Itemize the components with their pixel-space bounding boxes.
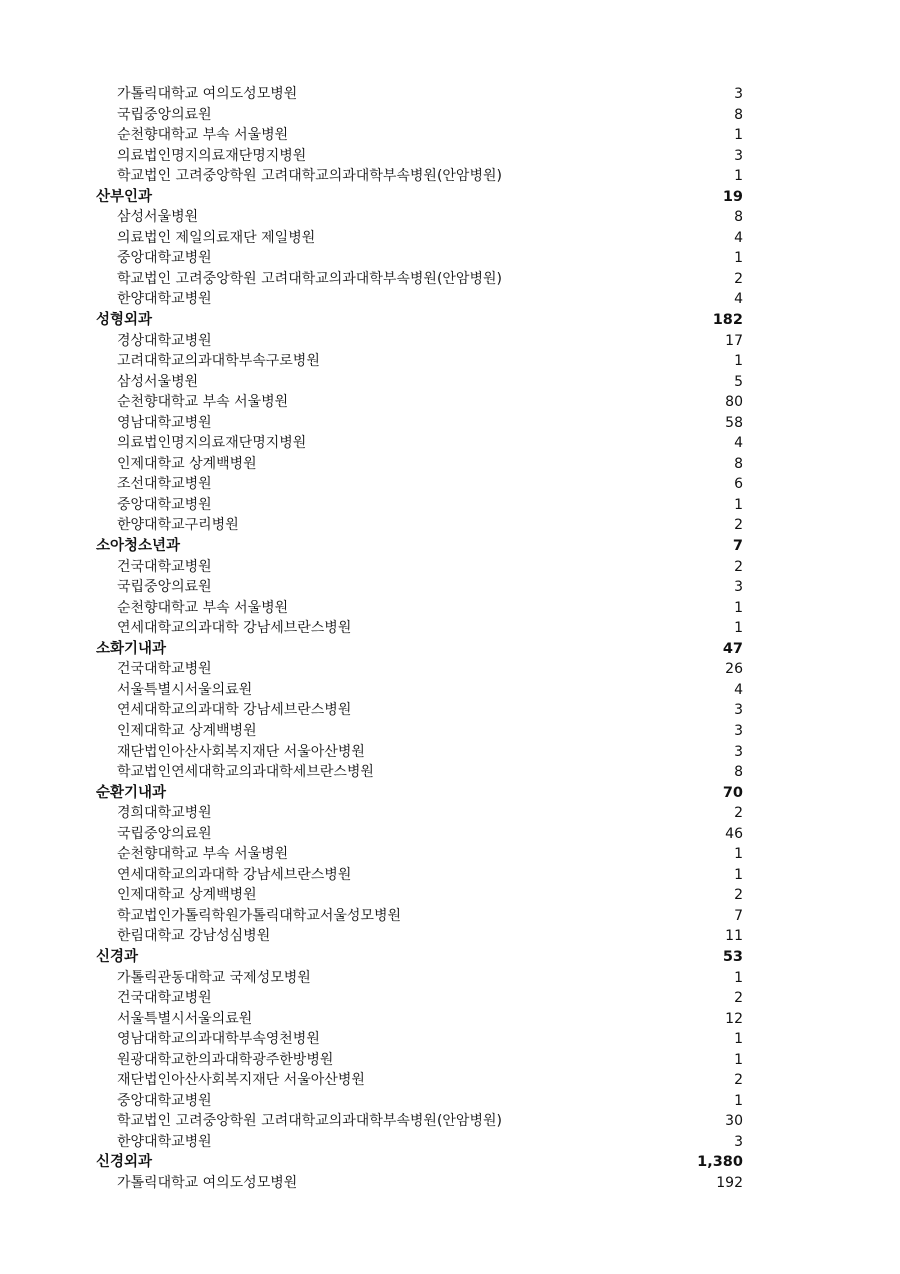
- hospital-name: 가톨릭대학교 여의도성모병원: [117, 86, 298, 102]
- hospital-count: 12: [725, 1010, 743, 1027]
- hospital-row: [96, 248, 743, 269]
- hospital-count: 3: [734, 86, 743, 102]
- hospital-row: [96, 577, 743, 598]
- hospital-name: 인제대학교 상계백병원: [117, 455, 257, 472]
- hospital-name: 중앙대학교병원: [117, 1092, 212, 1109]
- hospital-row: [96, 125, 743, 146]
- hospital-row: [96, 1050, 743, 1071]
- hospital-name: 재단법인아산사회복지재단 서울아산병원: [117, 1072, 365, 1089]
- hospital-name: 영남대학교의과대학부속영천병원: [117, 1031, 320, 1048]
- hospital-count: 5: [734, 373, 743, 390]
- hospital-count: 8: [734, 764, 743, 781]
- hospital-row: [96, 659, 743, 680]
- hospital-name: 중앙대학교병원: [117, 250, 212, 267]
- hospital-name: 연세대학교의과대학 강남세브란스병원: [117, 620, 352, 637]
- hospital-row: [96, 372, 743, 393]
- hospital-name: 학교법인가톨릭학원가톨릭대학교서울성모병원: [117, 907, 402, 924]
- hospital-name: 학교법인 고려중앙학원 고려대학교의과대학부속병원(안암병원): [117, 270, 502, 287]
- hospital-name: 학교법인연세대학교의과대학세브란스병원: [117, 764, 374, 781]
- hospital-row: [96, 700, 743, 721]
- hospital-row: [96, 474, 743, 495]
- hospital-name: 한림대학교 강남성심병원: [117, 928, 271, 945]
- hospital-name: 경희대학교병원: [117, 805, 212, 822]
- hospital-count: 1: [734, 353, 743, 370]
- department-row: [96, 310, 743, 331]
- hospital-name: 한양대학교병원: [117, 1133, 212, 1150]
- department-row: [96, 639, 743, 660]
- hospital-row: [96, 351, 743, 372]
- hospital-name: 순천향대학교 부속 서울병원: [117, 394, 289, 411]
- hospital-row: [96, 515, 743, 536]
- hospital-name: 연세대학교의과대학 강남세브란스병원: [117, 866, 352, 883]
- hospital-row: [96, 1070, 743, 1091]
- hospital-count: 1: [734, 496, 743, 513]
- hospital-name: 한양대학교구리병원: [117, 517, 239, 534]
- hospital-row: [96, 1173, 743, 1194]
- hospital-row: [96, 618, 743, 639]
- hospital-name: 순천향대학교 부속 서울병원: [117, 846, 289, 863]
- department-name: 신경과: [96, 948, 139, 965]
- hospital-count: 4: [734, 681, 743, 698]
- hospital-name: 재단법인아산사회복지재단 서울아산병원: [117, 743, 365, 760]
- hospital-row: [96, 207, 743, 228]
- hospital-count: 2: [734, 990, 743, 1007]
- hospital-name: 중앙대학교병원: [117, 496, 212, 513]
- department-row: [96, 536, 743, 557]
- hospital-count: 1: [734, 1051, 743, 1068]
- hospital-name: 서울특별시서울의료원: [117, 1010, 253, 1027]
- hospital-row: [96, 906, 743, 927]
- department-row: [96, 1152, 743, 1173]
- hospital-name: 가톨릭관동대학교 국제성모병원: [117, 969, 311, 986]
- hospital-name: 연세대학교의과대학 강남세브란스병원: [117, 702, 352, 719]
- hospital-row: [96, 84, 743, 105]
- hospital-row: [96, 146, 743, 167]
- hospital-name: 건국대학교병원: [117, 990, 212, 1007]
- hospital-row: [96, 1029, 743, 1050]
- hospital-count: 46: [725, 825, 743, 842]
- hospital-count: 1: [734, 846, 743, 863]
- hospital-row: [96, 166, 743, 187]
- hospital-row: [96, 413, 743, 434]
- hospital-name: 한양대학교병원: [117, 291, 212, 308]
- hospital-count: 17: [725, 332, 743, 349]
- hospital-row: [96, 968, 743, 989]
- department-row: [96, 783, 743, 804]
- hospital-row: [96, 1132, 743, 1153]
- hospital-name: 조선대학교병원: [117, 476, 212, 493]
- department-name: 소화기내과: [96, 640, 167, 657]
- hospital-name: 건국대학교병원: [117, 661, 212, 678]
- hospital-name: 순천향대학교 부속 서울병원: [117, 599, 289, 616]
- hospital-count: 1: [734, 866, 743, 883]
- hospital-count: 8: [734, 209, 743, 226]
- hospital-count: 11: [725, 928, 743, 945]
- hospital-row: [96, 1111, 743, 1132]
- department-total: 7: [732, 538, 743, 555]
- hospital-name: 순천향대학교 부속 서울병원: [117, 127, 289, 144]
- hospital-name: 영남대학교병원: [117, 414, 212, 431]
- hospital-name: 인제대학교 상계백병원: [117, 722, 257, 739]
- hospital-name: 삼성서울병원: [117, 209, 199, 226]
- hospital-count: 3: [734, 579, 743, 596]
- hospital-count: 1: [734, 599, 743, 616]
- hospital-count: 8: [734, 455, 743, 472]
- table-body: [96, 84, 743, 1194]
- hospital-count: 192: [716, 1174, 743, 1191]
- department-total: 53: [722, 948, 743, 965]
- hospital-count-table: [96, 84, 743, 1194]
- hospital-row: [96, 824, 743, 845]
- department-row: [96, 947, 743, 968]
- hospital-count: 2: [734, 805, 743, 822]
- department-total: 19: [722, 188, 743, 205]
- hospital-name: 경상대학교병원: [117, 332, 212, 349]
- hospital-count: 1: [734, 969, 743, 986]
- hospital-row: [96, 289, 743, 310]
- hospital-count: 1: [734, 168, 743, 185]
- department-total: 1,380: [697, 1154, 743, 1171]
- hospital-row: [96, 1009, 743, 1030]
- hospital-row: [96, 988, 743, 1009]
- hospital-count: 6: [734, 476, 743, 493]
- hospital-name: 고려대학교의과대학부속구로병원: [117, 353, 320, 370]
- hospital-count: 2: [734, 1072, 743, 1089]
- hospital-count: 3: [734, 743, 743, 760]
- hospital-count: 1: [734, 127, 743, 144]
- hospital-name: 국립중앙의료원: [117, 579, 212, 596]
- department-name: 소아청소년과: [96, 538, 181, 555]
- department-name: 산부인과: [96, 188, 153, 205]
- department-total: 182: [712, 312, 743, 329]
- hospital-count: 3: [734, 147, 743, 164]
- hospital-count: 4: [734, 435, 743, 452]
- hospital-count: 3: [734, 722, 743, 739]
- hospital-count: 1: [734, 250, 743, 267]
- hospital-row: [96, 331, 743, 352]
- hospital-count: 1: [734, 620, 743, 637]
- hospital-count: 2: [734, 558, 743, 575]
- hospital-count: 7: [734, 907, 743, 924]
- hospital-row: [96, 844, 743, 865]
- department-row: [96, 187, 743, 208]
- hospital-count: 3: [734, 1133, 743, 1150]
- hospital-count: 2: [734, 270, 743, 287]
- hospital-name: 의료법인명지의료재단명지병원: [117, 435, 307, 452]
- hospital-count: 1: [734, 1092, 743, 1109]
- hospital-count: 2: [734, 517, 743, 534]
- hospital-count: 3: [734, 702, 743, 719]
- hospital-count: 1: [734, 1031, 743, 1048]
- hospital-name: 삼성서울병원: [117, 373, 199, 390]
- hospital-row: [96, 228, 743, 249]
- hospital-count: 58: [725, 414, 743, 431]
- hospital-name: 의료법인 제일의료재단 제일병원: [117, 229, 316, 246]
- department-name: 신경외과: [96, 1154, 153, 1171]
- hospital-count: 30: [725, 1113, 743, 1130]
- hospital-name: 학교법인 고려중앙학원 고려대학교의과대학부속병원(안암병원): [117, 1113, 502, 1130]
- hospital-name: 인제대학교 상계백병원: [117, 887, 257, 904]
- hospital-row: [96, 269, 743, 290]
- hospital-name: 원광대학교한의과대학광주한방병원: [117, 1051, 334, 1068]
- hospital-row: [96, 742, 743, 763]
- hospital-name: 서울특별시서울의료원: [117, 681, 253, 698]
- hospital-row: [96, 598, 743, 619]
- hospital-count: 4: [734, 291, 743, 308]
- hospital-name: 가톨릭대학교 여의도성모병원: [117, 1174, 298, 1191]
- hospital-row: [96, 1091, 743, 1112]
- hospital-row: [96, 495, 743, 516]
- hospital-name: 의료법인명지의료재단명지병원: [117, 147, 307, 164]
- department-total: 47: [722, 640, 743, 657]
- hospital-count: 2: [734, 887, 743, 904]
- department-name: 순환기내과: [96, 784, 167, 801]
- hospital-row: [96, 680, 743, 701]
- hospital-row: [96, 885, 743, 906]
- department-name: 성형외과: [96, 312, 153, 329]
- hospital-row: [96, 926, 743, 947]
- hospital-row: [96, 721, 743, 742]
- hospital-count: 4: [734, 229, 743, 246]
- hospital-count: 26: [725, 661, 743, 678]
- hospital-row: [96, 865, 743, 886]
- hospital-row: [96, 392, 743, 413]
- hospital-count: 8: [734, 106, 743, 123]
- hospital-row: [96, 557, 743, 578]
- hospital-row: [96, 454, 743, 475]
- hospital-name: 학교법인 고려중앙학원 고려대학교의과대학부속병원(안암병원): [117, 168, 502, 185]
- hospital-row: [96, 762, 743, 783]
- hospital-count: 80: [725, 394, 743, 411]
- hospital-name: 건국대학교병원: [117, 558, 212, 575]
- hospital-name: 국립중앙의료원: [117, 106, 212, 123]
- department-total: 70: [722, 784, 743, 801]
- hospital-row: [96, 803, 743, 824]
- hospital-row: [96, 433, 743, 454]
- hospital-name: 국립중앙의료원: [117, 825, 212, 842]
- hospital-row: [96, 105, 743, 126]
